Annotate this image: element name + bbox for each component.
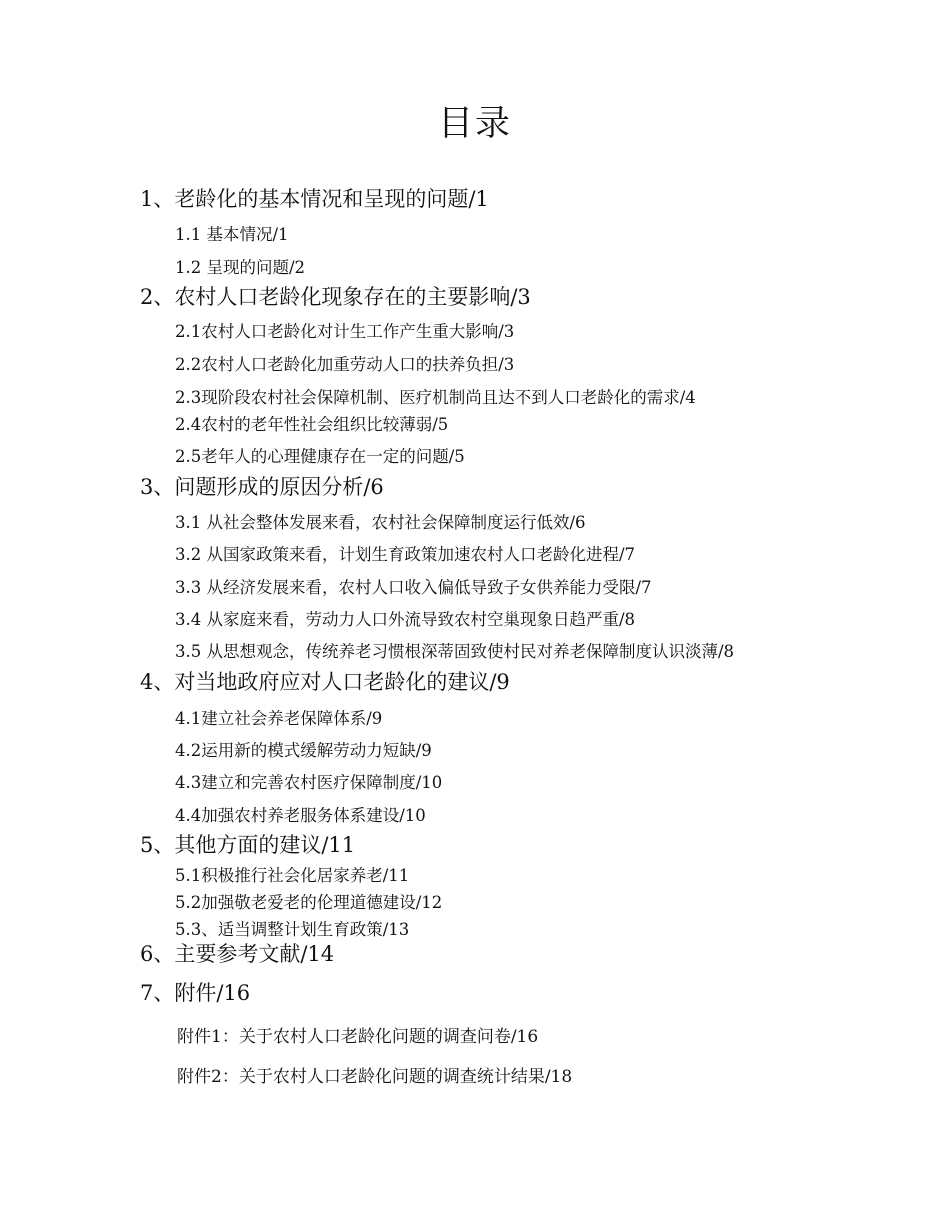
toc-subsection-5-1: 5.1积极推行社会化居家养老/11 xyxy=(175,866,410,885)
toc-section-7: 7、附件/16 xyxy=(140,981,251,1005)
toc-subsection-3-5: 3.5 从思想观念，传统养老习惯根深蒂固致使村民对养老保障制度认识淡薄/8 xyxy=(175,642,735,661)
toc-appendix-2: 附件2：关于农村人口老龄化问题的调查统计结果/18 xyxy=(177,1067,573,1087)
toc-appendix-1: 附件1：关于农村人口老龄化问题的调查问卷/16 xyxy=(177,1027,539,1047)
page-title: 目录 xyxy=(437,104,512,144)
toc-section-4: 4、对当地政府应对人口老龄化的建议/9 xyxy=(140,670,510,694)
toc-subsection-2-4: 2.4农村的老年性社会组织比较薄弱/5 xyxy=(175,415,449,434)
toc-subsection-3-4: 3.4 从家庭来看，劳动力人口外流导致农村空巢现象日趋严重/8 xyxy=(175,610,636,629)
toc-subsection-2-3: 2.3现阶段农村社会保障机制、医疗机制尚且达不到人口老龄化的需求/4 xyxy=(175,388,696,407)
toc-subsection-3-2: 3.2 从国家政策来看，计划生育政策加速农村人口老龄化进程/7 xyxy=(175,545,636,564)
toc-subsection-1-1: 1.1 基本情况/1 xyxy=(175,225,289,244)
toc-subsection-3-1: 3.1 从社会整体发展来看，农村社会保障制度运行低效/6 xyxy=(175,513,586,532)
toc-subsection-5-3: 5.3、适当调整计划生育政策/13 xyxy=(175,920,410,939)
toc-subsection-4-1: 4.1建立社会养老保障体系/9 xyxy=(175,709,383,728)
toc-subsection-2-5: 2.5老年人的心理健康存在一定的问题/5 xyxy=(175,447,465,466)
toc-section-3: 3、问题形成的原因分析/6 xyxy=(140,475,384,499)
toc-subsection-1-2: 1.2 呈现的问题/2 xyxy=(175,258,306,277)
toc-subsection-5-2: 5.2加强敬老爱老的伦理道德建设/12 xyxy=(175,893,443,912)
toc-subsection-4-3: 4.3建立和完善农村医疗保障制度/10 xyxy=(175,773,443,792)
toc-subsection-2-2: 2.2农村人口老龄化加重劳动人口的扶养负担/3 xyxy=(175,355,515,374)
toc-subsection-4-4: 4.4加强农村养老服务体系建设/10 xyxy=(175,806,426,825)
toc-subsection-2-1: 2.1农村人口老龄化对计生工作产生重大影响/3 xyxy=(175,322,515,341)
toc-section-5: 5、其他方面的建议/11 xyxy=(140,833,356,857)
toc-section-2: 2、农村人口老龄化现象存在的主要影响/3 xyxy=(140,285,531,309)
toc-subsection-3-3: 3.3 从经济发展来看，农村人口收入偏低导致子女供养能力受限/7 xyxy=(175,578,652,597)
toc-section-6: 6、主要参考文献/14 xyxy=(140,942,335,966)
toc-section-1: 1、老龄化的基本情况和呈现的问题/1 xyxy=(140,187,489,211)
toc-subsection-4-2: 4.2运用新的模式缓解劳动力短缺/9 xyxy=(175,741,432,760)
